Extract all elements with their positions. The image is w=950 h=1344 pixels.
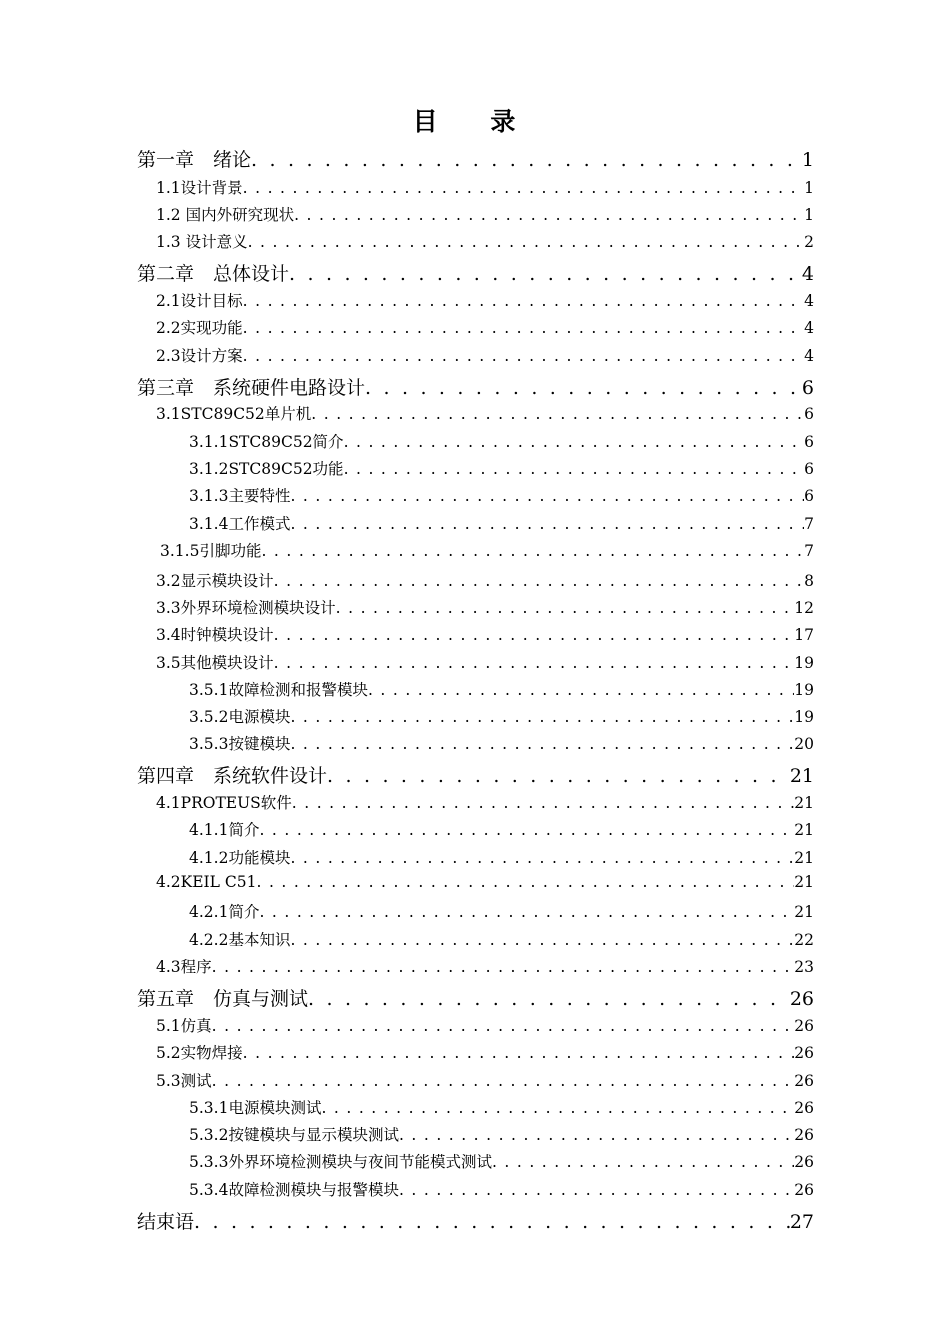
toc-dot-leader <box>290 515 804 533</box>
toc-page-number: 17 <box>794 626 814 644</box>
toc-page-number: 12 <box>794 599 814 617</box>
toc-entry[interactable] <box>156 623 814 645</box>
toc-entry[interactable] <box>156 316 814 338</box>
toc-entry-label: 3.2显示模块设计 <box>156 572 274 590</box>
toc-page-number: 20 <box>794 735 814 753</box>
toc-dot-leader <box>290 849 794 867</box>
toc-entry-label: 4.2.1简介 <box>189 903 260 921</box>
toc-page-number: 6 <box>804 460 814 478</box>
toc-entry[interactable] <box>189 705 814 727</box>
toc-entry-label: 2.2实现功能 <box>156 319 243 337</box>
toc-entry[interactable] <box>156 955 814 977</box>
toc-entry[interactable] <box>189 457 814 479</box>
toc-dot-leader <box>365 377 802 399</box>
toc-dot-leader <box>259 821 794 839</box>
toc-dot-leader <box>290 708 794 726</box>
toc-dot-leader <box>274 626 795 644</box>
toc-entry-label: 第三章 系统硬件电路设计 <box>137 377 366 399</box>
toc-entry-label: 5.3.4故障检测模块与报警模块 <box>189 1181 399 1199</box>
toc-dot-leader <box>292 794 794 812</box>
toc-dot-leader <box>290 735 794 753</box>
toc-entry[interactable] <box>137 984 814 1011</box>
toc-page-number: 26 <box>794 1044 814 1062</box>
toc-entry[interactable] <box>189 732 814 754</box>
toc-page-number: 8 <box>804 572 814 590</box>
toc-entry-label: 4.1PROTEUS软件 <box>156 794 292 812</box>
toc-page-number: 4 <box>804 292 814 310</box>
toc-dot-leader <box>308 988 790 1010</box>
toc-page-number: 4 <box>801 263 814 285</box>
toc-entry-label: 1.2 国内外研究现状 <box>156 206 295 224</box>
toc-entry-label: 4.3程序 <box>156 958 212 976</box>
toc-entry-label: 2.1设计目标 <box>156 292 243 310</box>
toc-entry-label: 4.1.2功能模块 <box>189 849 291 867</box>
toc-page-number: 7 <box>804 515 814 533</box>
toc-page-number: 23 <box>794 958 814 976</box>
toc-dot-leader <box>290 931 794 949</box>
toc-entry-label: 3.5其他模块设计 <box>156 654 274 672</box>
toc-entry[interactable] <box>189 678 814 700</box>
toc-dot-leader <box>492 1153 794 1171</box>
toc-entry-label: 1.1设计背景 <box>156 179 243 197</box>
toc-entry[interactable] <box>137 145 814 172</box>
toc-page-number: 21 <box>789 765 814 787</box>
toc-entry-label: 3.5.1故障检测和报警模块 <box>189 681 368 699</box>
toc-entry-label: 第一章 绪论 <box>137 149 252 171</box>
toc-entry[interactable] <box>189 1123 814 1145</box>
toc-dot-leader <box>256 873 794 891</box>
toc-dot-leader <box>243 179 804 197</box>
toc-page-number: 4 <box>804 347 814 365</box>
toc-entry-label: 3.1.4工作模式 <box>189 515 291 533</box>
toc-dot-leader <box>248 233 805 251</box>
toc-page-number: 22 <box>794 931 814 949</box>
toc-entry[interactable] <box>156 344 814 366</box>
toc-page-number: 6 <box>804 405 814 423</box>
toc-entry-label: 2.3设计方案 <box>156 347 243 365</box>
toc-entry[interactable] <box>156 1014 814 1036</box>
toc-entry-label: 5.3.3外界环境检测模块与夜间节能模式测试 <box>189 1153 492 1171</box>
toc-entry-label: 3.1.2STC89C52功能 <box>189 460 344 478</box>
toc-entry-label: 1.3 设计意义 <box>156 233 248 251</box>
toc-dot-leader <box>194 1211 790 1233</box>
toc-entry-label: 3.1.3主要特性 <box>189 487 291 505</box>
toc-page-number: 21 <box>794 794 814 812</box>
toc-dot-leader <box>251 149 802 171</box>
toc-page-number: 1 <box>801 149 814 171</box>
toc-dot-leader <box>344 433 805 451</box>
toc-dot-leader <box>212 958 795 976</box>
toc-entry[interactable] <box>156 651 814 673</box>
toc-page-number: 7 <box>804 542 814 560</box>
toc-entry-label: 4.2.2基本知识 <box>189 931 291 949</box>
toc-entry[interactable] <box>189 430 814 452</box>
toc-page-number: 6 <box>804 433 814 451</box>
toc-entry[interactable] <box>156 289 814 311</box>
toc-page-number: 1 <box>804 179 814 197</box>
toc-entry-label: 3.1STC89C52单片机 <box>156 405 312 423</box>
toc-page-number: 4 <box>804 319 814 337</box>
toc-entry[interactable] <box>189 1178 814 1200</box>
toc-entry-label: 5.3.2按键模块与显示模块测试 <box>189 1126 399 1144</box>
toc-page-number: 26 <box>789 988 814 1010</box>
toc-entry[interactable] <box>189 818 814 840</box>
toc-dot-leader <box>243 1044 795 1062</box>
toc-entry[interactable] <box>156 203 814 225</box>
toc-dot-leader <box>294 206 804 224</box>
toc-page-number: 6 <box>801 377 814 399</box>
toc-page-number: 21 <box>794 849 814 867</box>
toc-entry-label: 5.1仿真 <box>156 1017 212 1035</box>
toc-entry[interactable] <box>189 900 814 922</box>
toc-dot-leader <box>321 1099 794 1117</box>
toc-entry-label: 3.1.5引脚功能 <box>160 542 262 560</box>
toc-entry[interactable] <box>156 1041 814 1063</box>
toc-entry-label: 第四章 系统软件设计 <box>137 765 328 787</box>
toc-entry[interactable] <box>189 512 814 534</box>
toc-entry[interactable] <box>189 1096 814 1118</box>
toc-page-number: 21 <box>794 873 814 891</box>
toc-entry-label: 3.3外界环境检测模块设计 <box>156 599 336 617</box>
toc-page-number: 26 <box>794 1099 814 1117</box>
toc-page-number: 2 <box>804 233 814 251</box>
toc-entry[interactable] <box>137 761 814 788</box>
toc-entry[interactable] <box>156 1069 814 1091</box>
toc-entry[interactable] <box>189 484 814 506</box>
toc-entry[interactable] <box>137 1207 814 1234</box>
toc-page-number: 1 <box>804 206 814 224</box>
toc-page-number: 26 <box>794 1181 814 1199</box>
toc-entry-label: 4.1.1简介 <box>189 821 260 839</box>
toc-entry[interactable] <box>160 539 814 561</box>
toc-dot-leader <box>259 903 794 921</box>
toc-dot-leader <box>274 572 804 590</box>
toc-page-number: 19 <box>794 708 814 726</box>
toc-entry-label: 第二章 总体设计 <box>137 263 290 285</box>
toc-page-number: 26 <box>794 1072 814 1090</box>
toc-page-number: 19 <box>794 654 814 672</box>
toc-dot-leader <box>274 654 795 672</box>
toc-dot-leader <box>261 542 804 560</box>
toc-dot-leader <box>327 765 790 787</box>
toc-entry[interactable] <box>156 176 814 198</box>
toc-entry-label: 3.4时钟模块设计 <box>156 626 274 644</box>
toc-entry[interactable] <box>189 1150 814 1172</box>
toc-dot-leader <box>344 460 805 478</box>
toc-entry-label: 3.1.1STC89C52简介 <box>189 433 344 451</box>
toc-dot-leader <box>243 319 804 337</box>
toc-entry[interactable] <box>189 846 814 868</box>
toc-page-number: 21 <box>794 903 814 921</box>
toc-entry-label: 5.2实物焊接 <box>156 1044 243 1062</box>
toc-entry-label: 3.5.3按键模块 <box>189 735 291 753</box>
toc-entry-label: 3.5.2电源模块 <box>189 708 291 726</box>
toc-entry[interactable] <box>156 402 814 424</box>
toc-entry[interactable] <box>137 259 814 286</box>
toc-page-number: 26 <box>794 1017 814 1035</box>
toc-page-number: 26 <box>794 1153 814 1171</box>
toc-dot-leader <box>290 487 804 505</box>
toc-dot-leader <box>368 681 794 699</box>
toc-entry[interactable] <box>156 873 814 891</box>
toc-dot-leader <box>243 292 804 310</box>
toc-page-number: 21 <box>794 821 814 839</box>
toc-entry-label: 4.2KEIL C51 <box>156 873 257 891</box>
toc-entry[interactable] <box>189 928 814 950</box>
toc-entry[interactable] <box>156 596 814 618</box>
toc-title: 目 录 <box>412 107 538 136</box>
toc-dot-leader <box>311 405 804 423</box>
toc-dot-leader <box>212 1072 795 1090</box>
toc-dot-leader <box>289 263 802 285</box>
toc-entry[interactable] <box>156 791 814 813</box>
toc-dot-leader <box>336 599 795 617</box>
toc-entry[interactable] <box>156 569 814 591</box>
toc-dot-leader <box>243 347 804 365</box>
toc-dot-leader <box>399 1181 794 1199</box>
toc-dot-leader <box>399 1126 794 1144</box>
toc-entry-label: 结束语 <box>137 1211 195 1233</box>
toc-page-number: 26 <box>794 1126 814 1144</box>
toc-entry-label: 5.3测试 <box>156 1072 212 1090</box>
toc-page-number: 27 <box>789 1211 814 1233</box>
toc-page-number: 6 <box>804 487 814 505</box>
toc-page-number: 19 <box>794 681 814 699</box>
toc-dot-leader <box>212 1017 795 1035</box>
toc-entry-label: 第五章 仿真与测试 <box>137 988 309 1010</box>
toc-entry-label: 5.3.1电源模块测试 <box>189 1099 322 1117</box>
toc-entry[interactable] <box>137 373 814 400</box>
toc-entry[interactable] <box>156 230 814 252</box>
